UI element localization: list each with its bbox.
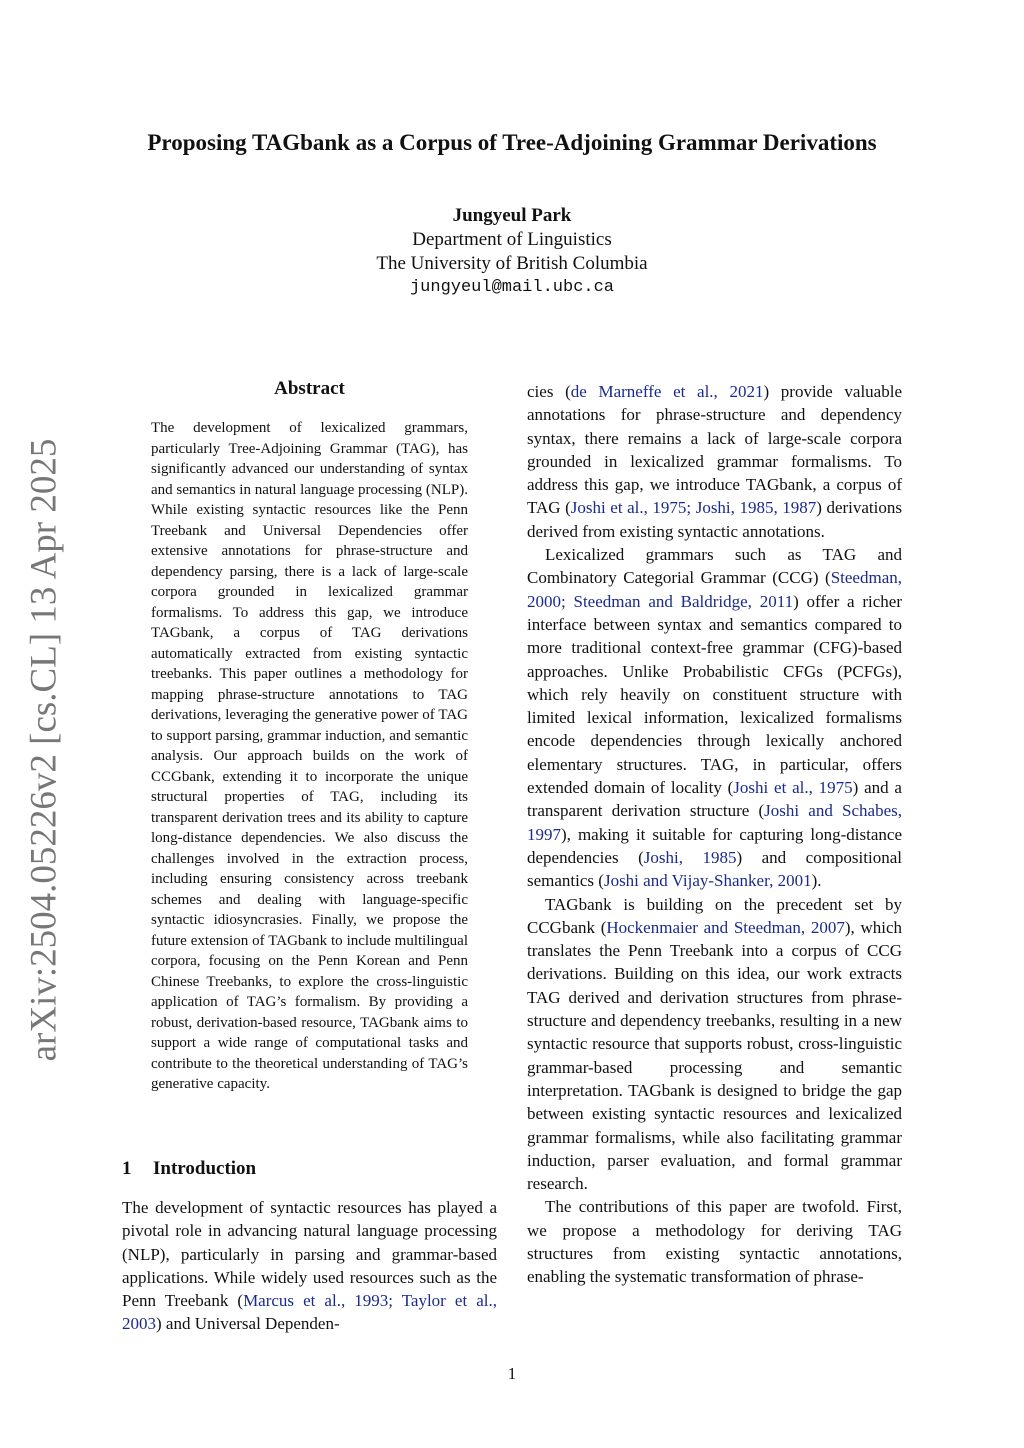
text-run: ) and a transparent derivation structure ( [527,778,902,821]
intro-paragraph-2 [527,543,902,892]
citation-link[interactable]: Marcus et al., 1993; Taylor et al., 2003 [122,1291,497,1334]
citation-link[interactable]: de Marneffe et al., 2021 [570,382,764,401]
text-run: The development of syntactic resources has played a pivotal role in advancing natural language processing (NLP), particularly in parsing and grammar-based applications. While widely used resources such as the Penn Treebank ( [122,1198,497,1311]
citation-link[interactable]: Joshi et al., 1975; Joshi, 1985, 1987 [570,498,817,518]
citation-link[interactable]: Steedman, 2000; Steedman and Baldridge, 2011 [527,568,902,611]
paper-title: Proposing TAGbank as a Corpus of Tree-Adjoining Grammar Derivations [147,130,877,155]
text-run: TAGbank is building on the precedent set by CCGbank ( [527,894,902,937]
section-number: 1 [122,1158,132,1179]
author-block [0,204,1024,300]
text-run: cies ( [527,382,571,401]
text-run: ) offer a richer interface between syntax and semantics compared to more traditional context-free grammar (CFG)-based approaches. Unlike Probabilistic CFGs (PCFGs), which rely heavily on constituent structure with limited lexical information, lexicalized formalisms encode dependencies through lexically anchored elementary structures. TAG, in particular, offers extended domain of locality ( [527,591,902,798]
intro-paragraph-1-cont [527,380,902,543]
citation-link[interactable]: Joshi, 1985 [643,847,737,867]
text-run: The contributions of this paper are twofold. First, we propose a methodology for deriving TAG structures from existing syntactic annotations, enabling the systematic transformation of phrase- [527,1197,902,1287]
author-name: Jungyeul Park [452,205,572,226]
page-number: 1 [507,1364,517,1383]
intro-paragraph-4 [527,1195,902,1288]
text-run: ) and compositional semantics ( [527,847,902,891]
author-email[interactable]: jungyeul@mail.ubc.ca [409,278,615,297]
intro-paragraph-3 [527,893,902,1196]
citation-link[interactable]: Joshi and Vijay-Shanker, 2001 [603,871,812,891]
citation-link[interactable]: Joshi et al., 1975 [733,778,853,798]
author-university: The University of British Columbia [376,253,648,274]
text-run: ) and Universal Dependen- [156,1314,340,1334]
section-heading [122,1158,256,1180]
author-department: Department of Linguistics [412,229,612,250]
abstract-heading: Abstract [274,378,345,399]
text-run: ) derivations derived from existing syntactic annotations. [527,498,902,541]
right-column [527,380,902,1289]
text-run: ). [811,871,822,891]
text-run: ), making it suitable for capturing long-distance dependencies ( [527,824,902,867]
text-run: ) provide valuable annotations for phrase-structure and dependency syntax, there remains a lack of large-scale corpora grounded in lexicalized grammar formalisms. To address this gap, we introduce TAGbank, a corpus of TAG ( [527,382,902,518]
text-run: ), which translates the Penn Treebank into a corpus of CCG derivations. Building on this idea, our work extracts TAG derived and derivation structures from phrase-structure and dependency treebanks, resulting in a new syntactic resource that supports robust, cross-linguistic grammar-based processing and semantic interpretation. TAGbank is designed to bridge the gap between existing syntactic resources and lexicalized grammar formalisms, while also facilitating grammar induction, parser evaluation, and formal grammar research. [527,917,902,1194]
abstract-text: The development of lexicalized grammars, particularly Tree-Adjoining Grammar (TAG), has significantly advanced our understanding of syntax and semantics in natural language processing (NLP). While existing syntactic resources like the Penn Treebank and Universal Dependencies offer extensive annotations for phrase-structure and dependency parsing, there is a lack of large-scale corpora grounded in lexicalized grammar formalisms. To address this gap, we introduce TAGbank, a corpus of TAG derivations automatically extracted from existing syntactic treebanks. This paper outlines a methodology for mapping phrase-structure annotations to TAG derivations, leveraging the generative power of TAG to support parsing, grammar induction, and semantic analysis. Our approach builds on the work of CCGbank, extending it to incorporate the unique structural properties of TAG, including its transparent derivation trees and its ability to capture long-distance dependencies. We also discuss the challenges involved in the extraction process, including ensuring consistency across treebank schemes and dealing with language-specific syntactic idiosyncrasies. Finally, we propose the future extension of TAGbank to include multilingual corpora, focusing on the Penn Korean and Penn Chinese Treebanks, to explore the cross-linguistic application of TAG’s formalism. By providing a robust, derivation-based resource, TAGbank aims to support a wide range of computational tasks and contribute to the theoretical understanding of TAG’s generative capacity. [151,420,468,1092]
text-run: Lexicalized grammars such as TAG and Combinatory Categorial Grammar (CCG) ( [527,545,902,588]
section-title: Introduction [153,1158,257,1179]
intro-paragraph-left [122,1196,497,1336]
arxiv-stamp: arXiv:2504.05226v2 [cs.CL] 13 Apr 2025 [23,438,65,1062]
citation-link[interactable]: Joshi and Schabes, 1997 [527,801,902,844]
citation-link[interactable]: Hockenmaier and Steedman, 2007 [606,917,845,937]
